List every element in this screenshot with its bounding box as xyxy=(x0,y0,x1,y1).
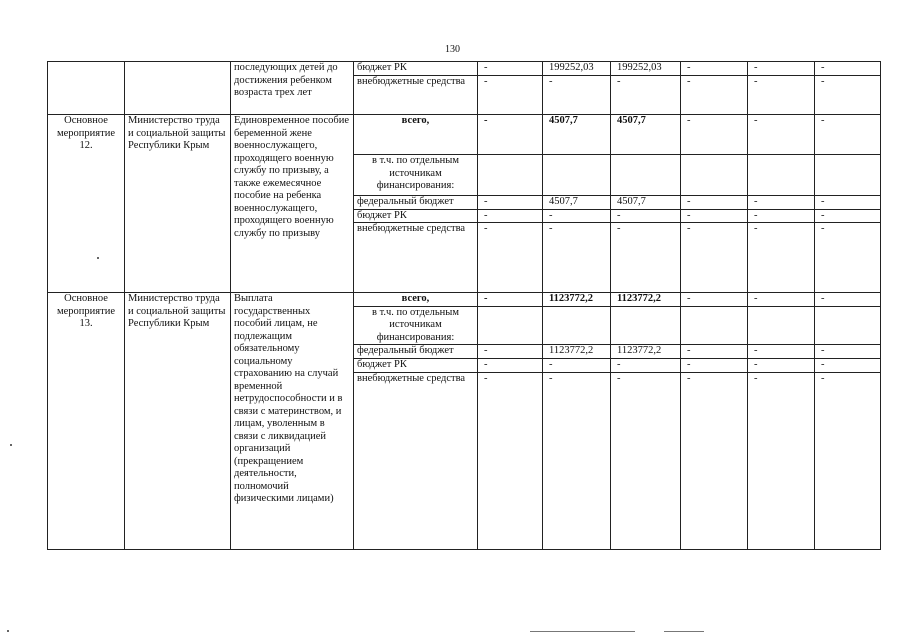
event-cell: Основное мероприятие 13. xyxy=(48,293,125,550)
value-cell: 4507,7 xyxy=(543,115,611,155)
value-cell: - xyxy=(478,209,543,223)
value-cell: 4507,7 xyxy=(543,196,611,210)
value-cell: - xyxy=(815,76,881,115)
value-cell: 199252,03 xyxy=(543,62,611,76)
value-cell: 1123772,2 xyxy=(543,293,611,307)
value-cell: - xyxy=(815,115,881,155)
scan-artifact xyxy=(530,631,635,632)
source-cell: федеральный бюджет xyxy=(354,345,478,359)
value-cell: - xyxy=(681,209,748,223)
executor-cell: Министерство труда и социальной защиты Республики Крым xyxy=(125,293,231,550)
value-cell: 1123772,2 xyxy=(611,345,681,359)
budget-table xyxy=(47,61,881,550)
value-cell: - xyxy=(543,359,611,373)
table-row xyxy=(48,62,881,76)
value-cell: - xyxy=(681,196,748,210)
value-cell: - xyxy=(681,359,748,373)
table-row xyxy=(48,115,881,155)
value-cell: - xyxy=(815,209,881,223)
value-cell: - xyxy=(611,76,681,115)
value-cell: - xyxy=(748,196,815,210)
value-cell: - xyxy=(543,209,611,223)
scan-artifact xyxy=(97,257,99,259)
value-cell: 199252,03 xyxy=(611,62,681,76)
source-cell: бюджет РК xyxy=(354,62,478,76)
value-cell: - xyxy=(815,196,881,210)
value-cell: - xyxy=(611,359,681,373)
source-cell: внебюджетные средства xyxy=(354,372,478,549)
value-cell: 1123772,2 xyxy=(611,293,681,307)
value-cell: - xyxy=(478,76,543,115)
executor-cell xyxy=(125,62,231,115)
value-cell: - xyxy=(748,372,815,549)
value-cell: - xyxy=(748,359,815,373)
value-cell: - xyxy=(543,372,611,549)
value-cell: - xyxy=(543,76,611,115)
event-cell: Основное мероприятие 12. xyxy=(48,115,125,293)
value-cell: - xyxy=(611,223,681,293)
value-cell: - xyxy=(478,62,543,76)
source-cell: бюджет РК xyxy=(354,359,478,373)
value-cell: - xyxy=(543,223,611,293)
value-cell: - xyxy=(478,345,543,359)
value-cell: - xyxy=(611,209,681,223)
value-cell: - xyxy=(748,293,815,307)
value-cell: - xyxy=(748,115,815,155)
value-cell: - xyxy=(681,62,748,76)
subtitle-cell: в т.ч. по отдельным источникам финансирования: xyxy=(354,306,478,345)
value-cell: - xyxy=(681,293,748,307)
scan-artifact xyxy=(10,444,12,446)
description-cell: Выплата государственных пособий лицам, не подлежащим обязательному социальному страхованию на случай временной нетрудоспособности и в связи с материнством, и лицам, уволенным в связи с ликвидацией организаций (прекращением деятельности, полномочий физическими лицами) xyxy=(231,293,354,550)
value-cell: - xyxy=(681,115,748,155)
value-cell: - xyxy=(681,372,748,549)
subtitle-cell: в т.ч. по отдельным источникам финансирования: xyxy=(354,155,478,196)
value-cell: - xyxy=(815,62,881,76)
value-cell: - xyxy=(478,359,543,373)
table-row xyxy=(48,293,881,307)
value-cell: - xyxy=(681,345,748,359)
value-cell: - xyxy=(748,76,815,115)
executor-cell: Министерство труда и социальной защиты Республики Крым xyxy=(125,115,231,293)
source-cell: федеральный бюджет xyxy=(354,196,478,210)
source-cell: внебюджетные средства xyxy=(354,76,478,115)
total-label-cell: всего, xyxy=(354,115,478,155)
value-cell: - xyxy=(478,372,543,549)
source-cell: внебюджетные средства xyxy=(354,223,478,293)
value-cell: 1123772,2 xyxy=(543,345,611,359)
value-cell: - xyxy=(478,293,543,307)
value-cell: - xyxy=(478,196,543,210)
description-cell: Единовременное пособие беременной жене военнослужащего, проходящего военную службу по призыву, а также ежемесячное пособие на ребенка военнослужащего, проходящего военную службу по призыву xyxy=(231,115,354,293)
source-cell: бюджет РК xyxy=(354,209,478,223)
event-cell xyxy=(48,62,125,115)
value-cell: - xyxy=(815,223,881,293)
value-cell: 4507,7 xyxy=(611,115,681,155)
scan-artifact xyxy=(664,631,704,632)
total-label-cell: всего, xyxy=(354,293,478,307)
value-cell: - xyxy=(815,293,881,307)
description-cell: последующих детей до достижения ребенком возраста трех лет xyxy=(231,62,354,115)
value-cell: - xyxy=(815,345,881,359)
value-cell: - xyxy=(748,345,815,359)
value-cell: - xyxy=(611,372,681,549)
value-cell: - xyxy=(815,359,881,373)
value-cell: - xyxy=(748,209,815,223)
value-cell: - xyxy=(748,223,815,293)
value-cell: - xyxy=(815,372,881,549)
value-cell: - xyxy=(748,62,815,76)
value-cell: - xyxy=(478,223,543,293)
value-cell: - xyxy=(681,223,748,293)
scan-artifact xyxy=(7,630,9,632)
value-cell: 4507,7 xyxy=(611,196,681,210)
page-number: 130 xyxy=(445,44,460,55)
value-cell: - xyxy=(681,76,748,115)
value-cell: - xyxy=(478,115,543,155)
